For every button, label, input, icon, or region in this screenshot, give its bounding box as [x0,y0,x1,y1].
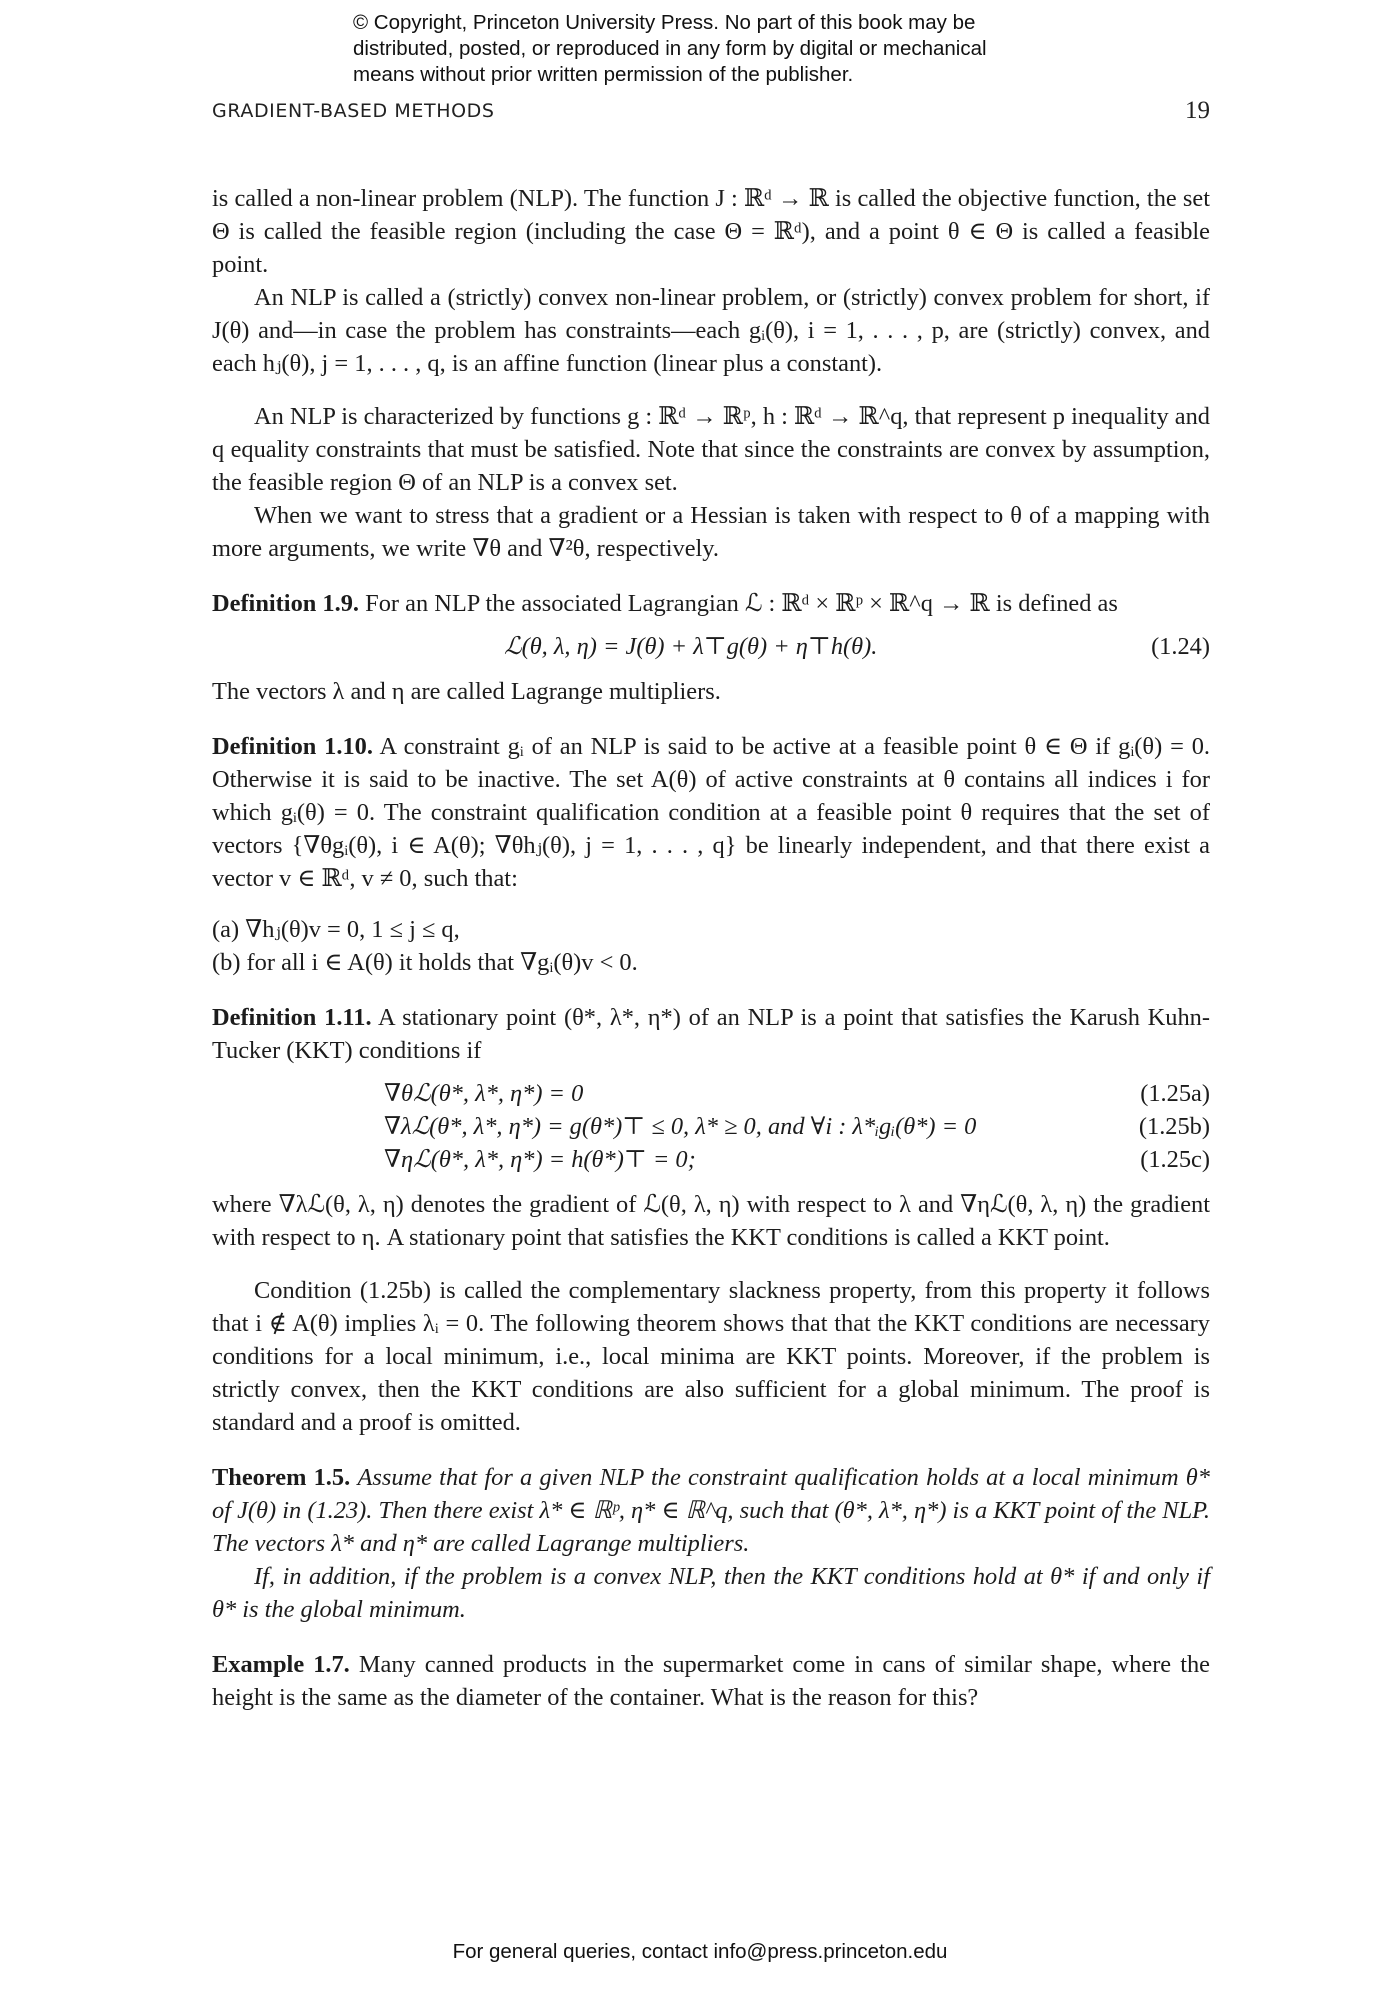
equation-number: (1.24) [1151,633,1210,660]
copyright-line: distributed, posted, or reproduced in any form by digital or mechanical [353,37,987,60]
definition-text: A constraint gᵢ of an NLP is said to be active at a feasible point θ ∈ Θ if gᵢ(θ) = 0. Otherwise it is said to be inactive. The set A(θ) of active constraints at θ contains all indices i for which gᵢ(θ) = 0. The constraint qualification condition at a feasible point θ requires that the set of vectors {∇θgᵢ(θ), i ∈ A(θ); ∇θhⱼ(θ), j = 1, . . . , q} be linearly independent, and that there exist a vector v ∈ ℝᵈ, v ≠ 0, such that: [212,733,1210,892]
chapter-title: GRADIENT-BASED METHODS [212,100,495,122]
definition-label: Definition 1.10. [212,733,373,760]
copyright-line: © Copyright, Princeton University Press. No part of this book may be [353,11,976,34]
definition-label: Definition 1.11. [212,1004,372,1031]
definition-1-10 [212,730,1210,895]
paragraph: An NLP is called a (strictly) convex non-linear problem, or (strictly) convex problem for short, if J(θ) and—in case the problem has constraints—each gᵢ(θ), i = 1, . . . , p, are (strictly) convex, and each hⱼ(θ), j = 1, . . . , q, is an affine function (linear plus a constant). [212,284,1210,377]
equation-row [212,1110,1210,1143]
theorem-text: If, in addition, if the problem is a convex NLP, then the KKT conditions hold at θ* if and only if θ* is the global minimum. [212,1563,1210,1623]
equation-row [212,1143,1210,1176]
page-body [212,182,1210,1714]
equation-number: (1.25b) [1138,1113,1210,1140]
definition-text: For an NLP the associated Lagrangian ℒ : ℝᵈ × ℝᵖ × ℝ^q → ℝ is defined as [365,590,1118,617]
theorem-text: Assume that for a given NLP the constraint qualification holds at a local minimum θ* of J(θ) in (1.23). Then there exist λ* ∈ ℝᵖ, η* ∈ ℝ^q, such that (θ*, λ*, η*) is a KKT point of the NLP. The vectors λ* and η* are called Lagrange multipliers. [212,1464,1210,1557]
equation: ∇θℒ(θ*, λ*, η*) = 0 [384,1080,584,1107]
equation: ∇λℒ(θ*, λ*, η*) = g(θ*)⊤ ≤ 0, λ* ≥ 0, and ∀i : λ*ᵢgᵢ(θ*) = 0 [384,1113,977,1140]
copyright-notice [353,10,1113,88]
definition-text: A stationary point (θ*, λ*, η*) of an NLP is a point that satisfies the Karush Kuhn-Tucker (KKT) conditions if [212,1004,1211,1064]
equation: ∇ηℒ(θ*, λ*, η*) = h(θ*)⊤ = 0; [384,1146,696,1173]
equation: ℒ(θ, λ, η) = J(θ) + λ⊤g(θ) + η⊤h(θ). [504,633,878,660]
condition-list [212,913,1210,979]
list-item: (a) ∇hⱼ(θ)v = 0, 1 ≤ j ≤ q, [212,916,460,943]
theorem-continuation [212,1560,1210,1626]
equation-number: (1.25c) [1140,1146,1210,1173]
example-text: Many canned products in the supermarket come in cans of similar shape, where the height is the same as the diameter of the container. What is the reason for this? [212,1651,1210,1711]
equation-block [212,630,1210,663]
running-head [212,97,1210,128]
footer-contact: For general queries, contact info@press.princeton.edu [452,1940,948,1963]
paragraph: where ∇λℒ(θ, λ, η) denotes the gradient of ℒ(θ, λ, η) with respect to λ and ∇ηℒ(θ, λ, η) the gradient with respect to η. A stationary point that satisfies the KKT conditions is called a KKT point. [212,1191,1210,1251]
paragraph: Condition (1.25b) is called the complementary slackness property, from this property it follows that i ∉ A(θ) implies λᵢ = 0. The following theorem shows that that the KKT conditions are necessary conditions for a local minimum, i.e., local minima are KKT points. Moreover, if the problem is strictly convex, then the KKT conditions are also sufficient for a global minimum. The proof is standard and a proof is omitted. [212,1277,1210,1436]
example-label: Example 1.7. [212,1651,350,1678]
theorem-label: Theorem 1.5. [212,1464,351,1491]
paragraph: An NLP is characterized by functions g : ℝᵈ → ℝᵖ, h : ℝᵈ → ℝ^q, that represent p inequality and q equality constraints that must be satisfied. Note that since the constraints are convex by assumption, the feasible region Θ of an NLP is a convex set. [212,403,1210,496]
theorem-1-5 [212,1461,1210,1560]
page-number: 19 [1185,97,1210,124]
definition-label: Definition 1.9. [212,590,360,617]
equation-row [212,1077,1210,1110]
definition-1-9 [212,587,1210,620]
list-item: (b) for all i ∈ A(θ) it holds that ∇gᵢ(θ)v < 0. [212,949,638,976]
example-1-7 [212,1648,1210,1714]
equation-number: (1.25a) [1140,1080,1210,1107]
copyright-line: means without prior written permission of the publisher. [353,63,854,86]
equation-block [212,1077,1210,1176]
paragraph: When we want to stress that a gradient or a Hessian is taken with respect to θ of a mapping with more arguments, we write ∇θ and ∇²θ, respectively. [212,502,1210,562]
paragraph: is called a non-linear problem (NLP). The function J : ℝᵈ → ℝ is called the objective function, the set Θ is called the feasible region (including the case Θ = ℝᵈ), and a point θ ∈ Θ is called a feasible point. [212,185,1210,278]
equation-row [212,630,1210,663]
definition-1-11 [212,1001,1210,1067]
paragraph: The vectors λ and η are called Lagrange multipliers. [212,678,721,705]
